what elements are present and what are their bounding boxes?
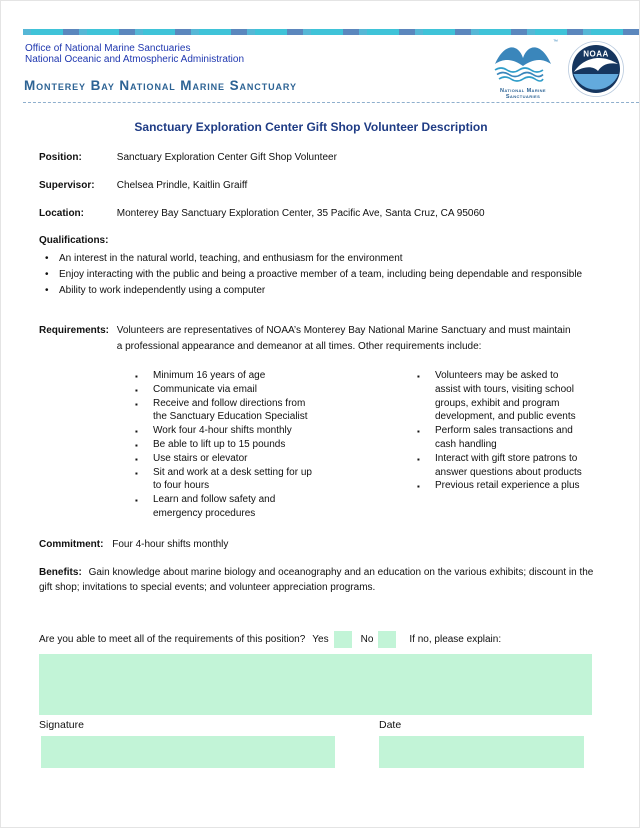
agency-line-1: Office of National Marine Sanctuaries xyxy=(25,43,191,54)
position-label: Position: xyxy=(39,152,82,163)
qualifications-list xyxy=(39,251,601,298)
question-text: Are you able to meet all of the requirements of this position? xyxy=(39,634,306,645)
nms-logo-caption xyxy=(486,88,560,100)
commitment-section xyxy=(39,539,228,550)
list-item: ▪ Learn and follow safety and emergency procedures xyxy=(134,493,312,521)
header-stripe-bar xyxy=(23,29,639,35)
position-value: Sanctuary Exploration Center Gift Shop Volunteer xyxy=(116,152,337,163)
no-label: No xyxy=(360,634,374,645)
list-item: ▪ Work four 4-hour shifts monthly xyxy=(134,424,312,438)
noaa-logo-text: NOAA xyxy=(583,49,609,59)
list-item: • Ability to work independently using a computer xyxy=(39,283,601,299)
list-item: ▪ Volunteers may be asked to assist with tours, visiting school groups, exhibit and program development, and public events xyxy=(416,369,586,424)
position-row xyxy=(39,152,599,163)
benefits-label: Benefits: xyxy=(39,567,82,578)
supervisor-row xyxy=(39,180,599,191)
list-item: ▪ Receive and follow directions from the Sanctuary Education Specialist xyxy=(134,397,312,425)
signature-field[interactable] xyxy=(41,736,335,768)
qualifications-section xyxy=(39,235,601,298)
yes-checkbox[interactable] xyxy=(334,631,352,648)
header-divider xyxy=(23,102,639,103)
requirements-intro: Volunteers are representatives of NOAA’s Monterey Bay National Marine Sanctuary and must maintain a professional appearance and demeanor at all times. Other requirements include: xyxy=(116,325,571,352)
nms-caption-line-2: Sanctuaries xyxy=(505,94,541,100)
no-checkbox[interactable] xyxy=(378,631,396,648)
requirements-question-row xyxy=(39,631,501,648)
supervisor-value: Chelsea Prindle, Kaitlin Graiff xyxy=(116,180,248,191)
list-item: ▪ Be able to lift up to 15 pounds xyxy=(134,438,312,452)
commitment-label: Commitment: xyxy=(39,539,104,550)
nms-caption-line-1: National Marine xyxy=(499,88,546,94)
requirements-label: Requirements: xyxy=(39,325,110,336)
agency-header xyxy=(25,43,244,65)
agency-line-2: National Oceanic and Atmospheric Administration xyxy=(25,54,245,65)
signature-label: Signature xyxy=(39,719,84,731)
explanation-field[interactable] xyxy=(39,654,592,715)
page-title: Sanctuary Exploration Center Gift Shop Volunteer Description xyxy=(134,120,488,134)
whale-tail-icon xyxy=(487,36,559,82)
yes-label: Yes xyxy=(312,634,329,645)
noaa-logo xyxy=(568,41,624,97)
trademark-symbol: ™ xyxy=(553,39,558,45)
commitment-value: Four 4-hour shifts monthly xyxy=(112,539,229,550)
requirements-list-right xyxy=(416,369,586,493)
list-item: • Enjoy interacting with the public and being a proactive member of a team, including being dependable and responsible xyxy=(39,267,601,283)
list-item: • An interest in the natural world, teaching, and enthusiasm for the environment xyxy=(39,251,601,267)
location-row xyxy=(39,208,599,219)
national-marine-sanctuaries-logo xyxy=(486,36,560,100)
benefits-text: Gain knowledge about marine biology and oceanography and an education on the various exhibits; discount in the gift shop; invitations to special events; and volunteer appreciation programs. xyxy=(39,567,594,593)
requirements-section xyxy=(39,323,601,355)
requirements-list-left xyxy=(134,369,312,521)
date-field[interactable] xyxy=(379,736,584,768)
explain-prompt: If no, please explain: xyxy=(409,634,502,645)
list-item: ▪ Minimum 16 years of age xyxy=(134,369,312,383)
list-item: ▪ Use stairs or elevator xyxy=(134,452,312,466)
list-item: ▪ Sit and work at a desk setting for up to four hours xyxy=(134,466,312,494)
list-item: ▪ Communicate via email xyxy=(134,383,312,397)
qualifications-label: Qualifications: xyxy=(39,235,109,246)
list-item: ▪ Previous retail experience a plus xyxy=(416,479,586,493)
benefits-section xyxy=(39,565,602,595)
location-label: Location: xyxy=(39,208,84,219)
date-label: Date xyxy=(379,719,402,731)
sanctuary-name: Monterey Bay National Marine Sanctuary xyxy=(24,78,297,93)
location-value: Monterey Bay Sanctuary Exploration Center, 35 Pacific Ave, Santa Cruz, CA 95060 xyxy=(116,208,485,219)
supervisor-label: Supervisor: xyxy=(39,180,95,191)
list-item: ▪ Perform sales transactions and cash handling xyxy=(416,424,586,452)
list-item: ▪ Interact with gift store patrons to answer questions about products xyxy=(416,452,586,480)
